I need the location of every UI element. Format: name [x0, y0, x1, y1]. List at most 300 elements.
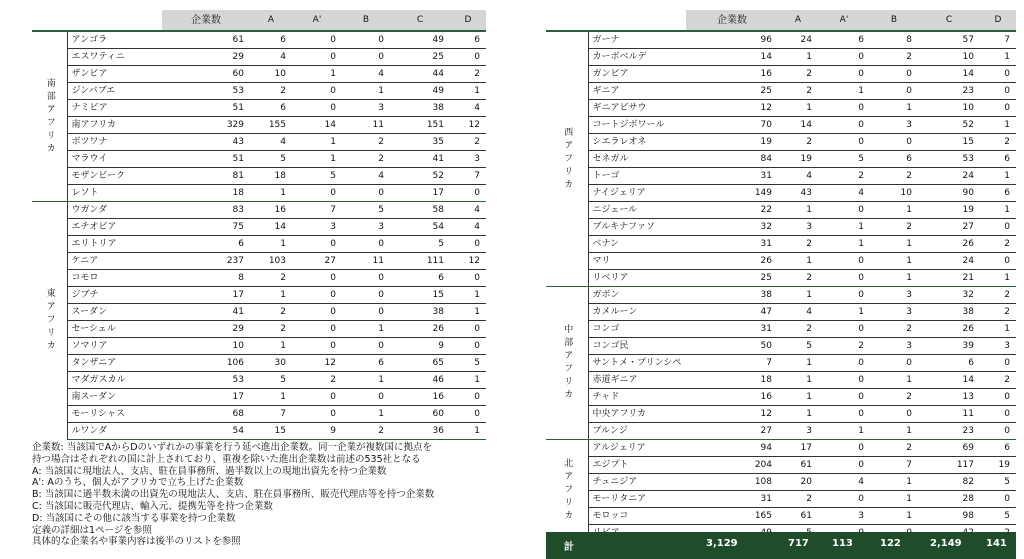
count-a: 18	[250, 168, 292, 185]
count-b: 4	[342, 168, 390, 185]
count-d: 0	[450, 49, 486, 66]
count-b: 0	[342, 389, 390, 406]
count-c: 19	[918, 202, 980, 219]
count-b: 1	[870, 236, 918, 253]
country-name: アンゴラ	[67, 31, 162, 49]
table-row	[546, 440, 1016, 457]
country-name: ギニアビサウ	[588, 100, 686, 117]
total-label: 計	[564, 542, 574, 553]
right-country-table	[546, 10, 1016, 542]
total-count: 3,129	[706, 538, 738, 549]
country-name: シエラレオネ	[588, 134, 686, 151]
count-c: 24	[918, 253, 980, 270]
company-count: 17	[162, 389, 250, 406]
count-b: 2	[870, 168, 918, 185]
total-c: 2,149	[930, 538, 962, 549]
count-d: 0	[980, 406, 1016, 423]
count-a: 10	[250, 66, 292, 83]
company-count: 51	[162, 100, 250, 117]
table-row	[32, 168, 486, 185]
table-row	[546, 202, 1016, 219]
country-name: トーゴ	[588, 168, 686, 185]
count-a-prime: 0	[292, 338, 342, 355]
country-name: カメルーン	[588, 304, 686, 321]
table-row	[32, 134, 486, 151]
company-count: 12	[686, 100, 778, 117]
count-c: 10	[918, 49, 980, 66]
count-a: 1	[250, 389, 292, 406]
count-a-prime: 0	[818, 389, 870, 406]
count-a: 5	[778, 338, 818, 355]
count-d: 2	[450, 66, 486, 83]
count-c: 17	[390, 185, 450, 202]
count-b: 3	[342, 219, 390, 236]
count-d: 0	[980, 423, 1016, 440]
table-row	[546, 372, 1016, 389]
count-b: 8	[870, 31, 918, 49]
company-count: 106	[162, 355, 250, 372]
country-name: ナイジェリア	[588, 185, 686, 202]
count-b: 2	[870, 440, 918, 457]
table-row	[32, 185, 486, 202]
count-a: 19	[778, 151, 818, 168]
count-b: 0	[342, 287, 390, 304]
count-d: 0	[980, 355, 1016, 372]
country-name: ジブチ	[67, 287, 162, 304]
company-count: 31	[686, 236, 778, 253]
country-name: エチオピア	[67, 219, 162, 236]
count-b: 1	[870, 508, 918, 525]
total-a: 717	[788, 538, 809, 549]
country-name: ニジェール	[588, 202, 686, 219]
count-b: 5	[342, 202, 390, 219]
count-a-prime: 4	[818, 185, 870, 202]
note-line: A: 当該国に現地法人、支店、駐在員事務所、過半数以上の現地出資先を持つ企業数	[32, 465, 387, 477]
table-row	[546, 253, 1016, 270]
count-a: 1	[778, 389, 818, 406]
country-name: レソト	[67, 185, 162, 202]
count-a: 6	[250, 31, 292, 49]
count-d: 4	[450, 219, 486, 236]
count-b: 0	[870, 134, 918, 151]
count-b: 1	[870, 253, 918, 270]
country-name: 中央アフリカ	[588, 406, 686, 423]
company-count: 32	[686, 219, 778, 236]
count-a-prime: 2	[818, 168, 870, 185]
country-name: ガンビア	[588, 66, 686, 83]
count-d: 1	[450, 287, 486, 304]
country-name: コートジボワール	[588, 117, 686, 134]
company-count: 70	[686, 117, 778, 134]
company-count: 50	[686, 338, 778, 355]
count-d: 5	[450, 355, 486, 372]
count-b: 0	[342, 270, 390, 287]
table-row	[546, 134, 1016, 151]
region-label: 北アフリカ	[546, 440, 588, 542]
header-a: A	[250, 10, 292, 31]
count-a-prime: 0	[818, 491, 870, 508]
company-count: 75	[162, 219, 250, 236]
country-name: ジンバブエ	[67, 83, 162, 100]
table-row	[32, 219, 486, 236]
count-b: 2	[342, 151, 390, 168]
table-row	[546, 151, 1016, 168]
country-name: コモロ	[67, 270, 162, 287]
company-count: 81	[162, 168, 250, 185]
company-count: 27	[686, 423, 778, 440]
count-c: 54	[390, 219, 450, 236]
count-c: 6	[390, 270, 450, 287]
company-count: 12	[686, 406, 778, 423]
count-c: 69	[918, 440, 980, 457]
count-c: 38	[918, 304, 980, 321]
count-a-prime: 0	[818, 100, 870, 117]
count-a: 24	[778, 31, 818, 49]
table-row	[546, 287, 1016, 304]
company-count: 61	[162, 31, 250, 49]
company-count: 25	[686, 270, 778, 287]
count-b: 0	[342, 31, 390, 49]
count-a-prime: 1	[818, 423, 870, 440]
count-a: 14	[778, 117, 818, 134]
count-a-prime: 0	[818, 49, 870, 66]
count-b: 0	[342, 304, 390, 321]
count-a: 1	[778, 202, 818, 219]
count-b: 11	[342, 253, 390, 270]
count-a-prime: 0	[292, 31, 342, 49]
count-a-prime: 2	[292, 372, 342, 389]
country-name: 南アフリカ	[67, 117, 162, 134]
table-row	[546, 304, 1016, 321]
table-row	[32, 287, 486, 304]
country-name: モーリシャス	[67, 406, 162, 423]
count-a: 61	[778, 508, 818, 525]
region-label: 中部アフリカ	[546, 287, 588, 440]
company-count: 31	[686, 491, 778, 508]
count-a: 4	[250, 134, 292, 151]
company-count: 96	[686, 31, 778, 49]
country-name: セネガル	[588, 151, 686, 168]
table-row	[546, 83, 1016, 100]
left-country-table	[32, 10, 486, 440]
note-line: 持つ場合はそれぞれの国に計上されており、重複を除いた進出企業数は前述の535社となる	[32, 453, 421, 465]
count-d: 6	[980, 185, 1016, 202]
note-line: B: 当該国に過半数未満の出資先の現地法人、支店、駐在員事務所、販売代理店等を持つ企業数	[32, 489, 435, 501]
count-c: 38	[390, 304, 450, 321]
total-a-prime: 113	[832, 538, 853, 549]
country-name: ソマリア	[67, 338, 162, 355]
count-c: 23	[918, 83, 980, 100]
country-name: サントメ・プリンシペ	[588, 355, 686, 372]
count-a: 3	[778, 423, 818, 440]
company-count: 53	[162, 372, 250, 389]
count-b: 0	[870, 406, 918, 423]
count-c: 5	[390, 236, 450, 253]
count-d: 1	[980, 168, 1016, 185]
count-d: 1	[980, 270, 1016, 287]
country-name: ルワンダ	[67, 423, 162, 440]
table-row	[546, 66, 1016, 83]
table-row	[32, 338, 486, 355]
count-b: 0	[870, 66, 918, 83]
count-a: 2	[778, 66, 818, 83]
definition-notes	[32, 442, 434, 548]
count-a-prime: 0	[292, 100, 342, 117]
country-name: ボツワナ	[67, 134, 162, 151]
count-d: 12	[450, 253, 486, 270]
count-b: 1	[342, 321, 390, 338]
count-b: 3	[870, 338, 918, 355]
count-c: 58	[390, 202, 450, 219]
count-b: 0	[342, 338, 390, 355]
count-a: 14	[250, 219, 292, 236]
region-label: 西アフリカ	[546, 31, 588, 287]
count-c: 23	[918, 423, 980, 440]
table-row	[32, 406, 486, 423]
count-a: 2	[250, 270, 292, 287]
count-a: 1	[778, 372, 818, 389]
table-row	[32, 31, 486, 49]
table-row	[32, 253, 486, 270]
count-c: 10	[918, 100, 980, 117]
count-c: 98	[918, 508, 980, 525]
company-count: 60	[162, 66, 250, 83]
count-d: 0	[450, 389, 486, 406]
count-b: 2	[870, 321, 918, 338]
count-a: 1	[778, 100, 818, 117]
country-name: リベリア	[588, 270, 686, 287]
table-row	[546, 474, 1016, 491]
count-c: 60	[390, 406, 450, 423]
country-name: タンザニア	[67, 355, 162, 372]
table-row	[546, 100, 1016, 117]
count-a-prime: 0	[818, 253, 870, 270]
country-name: ガボン	[588, 287, 686, 304]
company-count: 14	[686, 49, 778, 66]
count-d: 0	[980, 219, 1016, 236]
table-row	[32, 83, 486, 100]
count-a-prime: 0	[292, 406, 342, 423]
count-a-prime: 0	[818, 117, 870, 134]
count-c: 46	[390, 372, 450, 389]
count-a-prime: 0	[818, 372, 870, 389]
count-a: 1	[778, 406, 818, 423]
count-c: 26	[918, 321, 980, 338]
header-d: D	[450, 10, 486, 31]
note-line: 企業数: 当該国でAからDのいずれかの事業を行う延べ進出企業数。同一企業が複数国に拠点を	[32, 442, 433, 453]
table-row	[546, 31, 1016, 49]
table-row	[32, 389, 486, 406]
table-row	[32, 66, 486, 83]
company-count: 26	[686, 253, 778, 270]
count-a-prime: 1	[292, 151, 342, 168]
count-c: 52	[918, 117, 980, 134]
country-name: ブルンジ	[588, 423, 686, 440]
count-d: 2	[980, 287, 1016, 304]
country-name: ウガンダ	[67, 202, 162, 219]
table-row	[32, 270, 486, 287]
table-row	[546, 423, 1016, 440]
count-a-prime: 3	[292, 219, 342, 236]
country-name: モロッコ	[588, 508, 686, 525]
count-a-prime: 0	[292, 270, 342, 287]
count-b: 1	[870, 202, 918, 219]
country-name: コンゴ	[588, 321, 686, 338]
count-b: 6	[342, 355, 390, 372]
table-row	[546, 406, 1016, 423]
count-d: 1	[980, 202, 1016, 219]
table-row	[32, 100, 486, 117]
count-b: 1	[870, 423, 918, 440]
count-a: 1	[778, 253, 818, 270]
count-a: 2	[778, 83, 818, 100]
count-d: 2	[980, 304, 1016, 321]
country-name: 南スーダン	[67, 389, 162, 406]
count-a: 1	[778, 355, 818, 372]
count-a: 103	[250, 253, 292, 270]
company-count: 6	[162, 236, 250, 253]
count-d: 6	[980, 151, 1016, 168]
count-a: 2	[778, 491, 818, 508]
country-name: エスワティニ	[67, 49, 162, 66]
count-a-prime: 14	[292, 117, 342, 134]
company-count: 165	[686, 508, 778, 525]
count-d: 1	[450, 372, 486, 389]
count-d: 6	[980, 440, 1016, 457]
company-count: 51	[162, 151, 250, 168]
count-a: 4	[778, 168, 818, 185]
country-name: ブルキナファソ	[588, 219, 686, 236]
count-a-prime: 0	[818, 355, 870, 372]
count-b: 2	[342, 134, 390, 151]
count-a-prime: 0	[292, 304, 342, 321]
header-company-count: 企業数	[686, 10, 778, 31]
count-a-prime: 7	[292, 202, 342, 219]
table-header-row	[546, 10, 1016, 31]
count-a-prime: 0	[818, 134, 870, 151]
count-c: 35	[390, 134, 450, 151]
count-a: 5	[250, 151, 292, 168]
count-a: 16	[250, 202, 292, 219]
table-row	[546, 236, 1016, 253]
count-a-prime: 0	[818, 406, 870, 423]
note-line: 具体的な企業名や事業内容は後半のリストを参照	[32, 536, 241, 548]
table-row	[32, 355, 486, 372]
company-count: 8	[162, 270, 250, 287]
count-a: 61	[778, 457, 818, 474]
company-count: 43	[162, 134, 250, 151]
header-a: A	[778, 10, 818, 31]
count-b: 1	[870, 270, 918, 287]
total-row	[546, 532, 1016, 559]
table-row	[32, 236, 486, 253]
company-count: 84	[686, 151, 778, 168]
count-c: 65	[390, 355, 450, 372]
table-row	[546, 185, 1016, 202]
count-a-prime: 9	[292, 423, 342, 440]
company-count: 68	[162, 406, 250, 423]
count-c: 117	[918, 457, 980, 474]
count-d: 3	[450, 151, 486, 168]
country-name: モザンビーク	[67, 168, 162, 185]
count-a-prime: 0	[818, 287, 870, 304]
count-c: 53	[918, 151, 980, 168]
table-row	[546, 321, 1016, 338]
count-c: 151	[390, 117, 450, 134]
count-c: 27	[918, 219, 980, 236]
count-b: 0	[342, 49, 390, 66]
table-row	[546, 508, 1016, 525]
count-a-prime: 2	[818, 338, 870, 355]
count-c: 14	[918, 66, 980, 83]
company-count: 29	[162, 321, 250, 338]
count-c: 6	[918, 355, 980, 372]
count-a-prime: 1	[292, 66, 342, 83]
country-name: マリ	[588, 253, 686, 270]
company-count: 18	[686, 372, 778, 389]
country-name: チャド	[588, 389, 686, 406]
table-row	[32, 151, 486, 168]
count-b: 10	[870, 185, 918, 202]
count-c: 11	[918, 406, 980, 423]
count-b: 1	[870, 491, 918, 508]
count-a: 17	[778, 440, 818, 457]
count-c: 15	[918, 134, 980, 151]
count-b: 6	[870, 151, 918, 168]
count-c: 15	[390, 287, 450, 304]
count-d: 1	[980, 49, 1016, 66]
count-a-prime: 0	[292, 287, 342, 304]
company-count: 31	[686, 321, 778, 338]
company-count: 108	[686, 474, 778, 491]
country-name: スーダン	[67, 304, 162, 321]
table-row	[546, 117, 1016, 134]
table-row	[546, 389, 1016, 406]
company-count: 54	[162, 423, 250, 440]
count-a: 2	[778, 134, 818, 151]
count-c: 52	[390, 168, 450, 185]
country-name: ギニア	[588, 83, 686, 100]
count-b: 3	[870, 287, 918, 304]
count-c: 32	[918, 287, 980, 304]
count-c: 49	[390, 31, 450, 49]
count-d: 1	[980, 117, 1016, 134]
table-row	[546, 338, 1016, 355]
count-a-prime: 1	[818, 219, 870, 236]
count-c: 26	[918, 236, 980, 253]
note-line: A': Aのうち、個人がアフリカで立ち上げた企業数	[32, 477, 244, 489]
count-a-prime: 0	[818, 66, 870, 83]
company-count: 94	[686, 440, 778, 457]
count-d: 2	[980, 134, 1016, 151]
country-name: ベナン	[588, 236, 686, 253]
country-name: 赤道ギニア	[588, 372, 686, 389]
count-b: 0	[342, 236, 390, 253]
count-a: 2	[778, 321, 818, 338]
company-count: 47	[686, 304, 778, 321]
count-a-prime: 4	[818, 474, 870, 491]
count-c: 90	[918, 185, 980, 202]
note-line: 定義の詳細は1ページを参照	[32, 524, 152, 536]
company-count: 31	[686, 168, 778, 185]
note-line: D: 当該国にその他に該当する事業を持つ企業数	[32, 512, 236, 524]
country-name: コンゴ民	[588, 338, 686, 355]
count-d: 0	[980, 100, 1016, 117]
count-c: 44	[390, 66, 450, 83]
country-name: マラウイ	[67, 151, 162, 168]
company-count: 41	[162, 304, 250, 321]
count-d: 0	[450, 270, 486, 287]
